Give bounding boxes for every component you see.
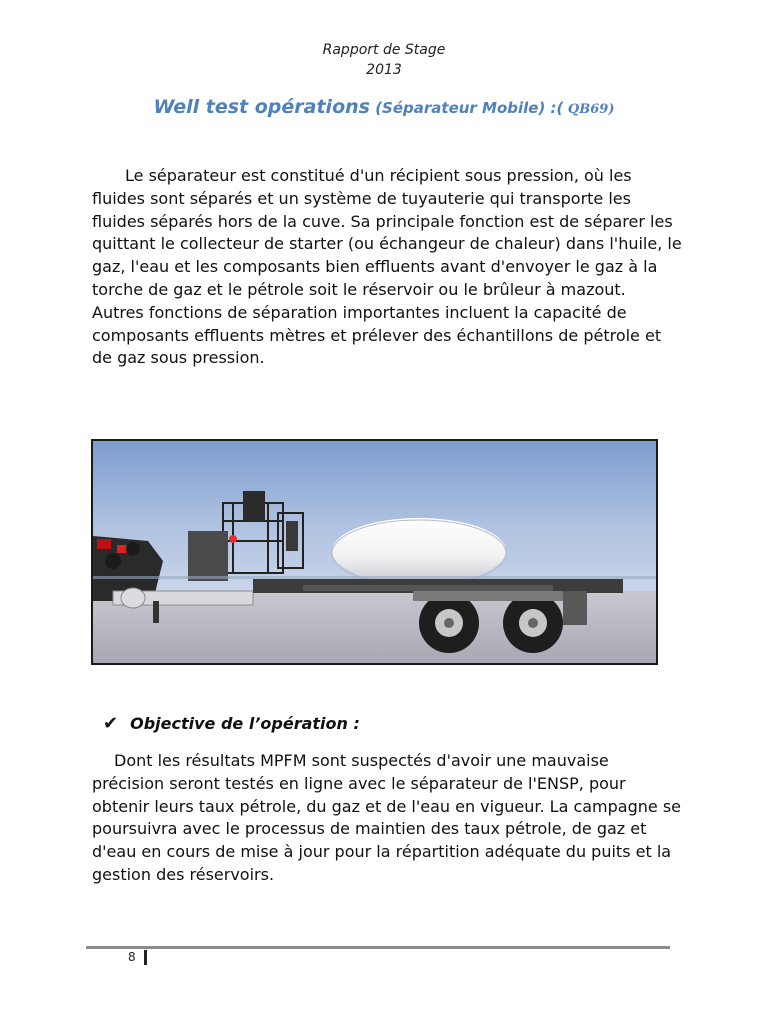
- checkmark-icon: ✔: [103, 713, 119, 734]
- objective-paragraph-block: [92, 750, 682, 887]
- report-header-title: Rapport de Stage: [322, 42, 446, 58]
- section-title: [0, 96, 768, 118]
- footer-divider: [86, 946, 670, 949]
- objective-title: Objective de l’opération :: [130, 714, 360, 733]
- section-title-main: Well test opérations: [153, 96, 370, 118]
- page-number-bar: [144, 950, 147, 965]
- section-title-sub: (Séparateur Mobile) :(: [369, 99, 564, 117]
- section-title-code: QB69): [563, 102, 615, 117]
- objective-paragraph: Dont les résultats MPFM sont suspectés d'avoir une mauvaise précision seront testés en ligne avec le séparateur de l'ENSP, pour obtenir leurs taux pétrole, du gaz et de l'eau en vigueur. La campagne se poursuivra avec le processus de maintien des taux pétrole, de gaz et d'eau en cours de mise à jour pour la répartition adéquate du puits et la gestion des réservoirs.: [92, 751, 682, 884]
- objective-heading: [103, 713, 360, 734]
- page-number: 8: [128, 950, 136, 964]
- mobile-separator-photo: [91, 439, 658, 665]
- intro-paragraph: Le séparateur est constitué d'un récipient sous pression, où les fluides sont séparés et un système de tuyauterie qui transporte les fluides séparés hors de la cuve. Sa principale fonction est de séparer les quittant le collecteur de starter (ou échangeur de chaleur) dans l'huile, le gaz, l'eau et les composants bien effluents avant d'envoyer le gaz à la torche de gaz et le pétrole soit le réservoir ou le brûleur à mazout. Autres fonctions de séparation importantes incluent la capacité de composants effluents mètres et prélever des échantillons de pétrole et de gaz sous pression.: [92, 166, 682, 368]
- report-header-year: 2013: [366, 62, 402, 78]
- intro-paragraph-block: [92, 165, 682, 370]
